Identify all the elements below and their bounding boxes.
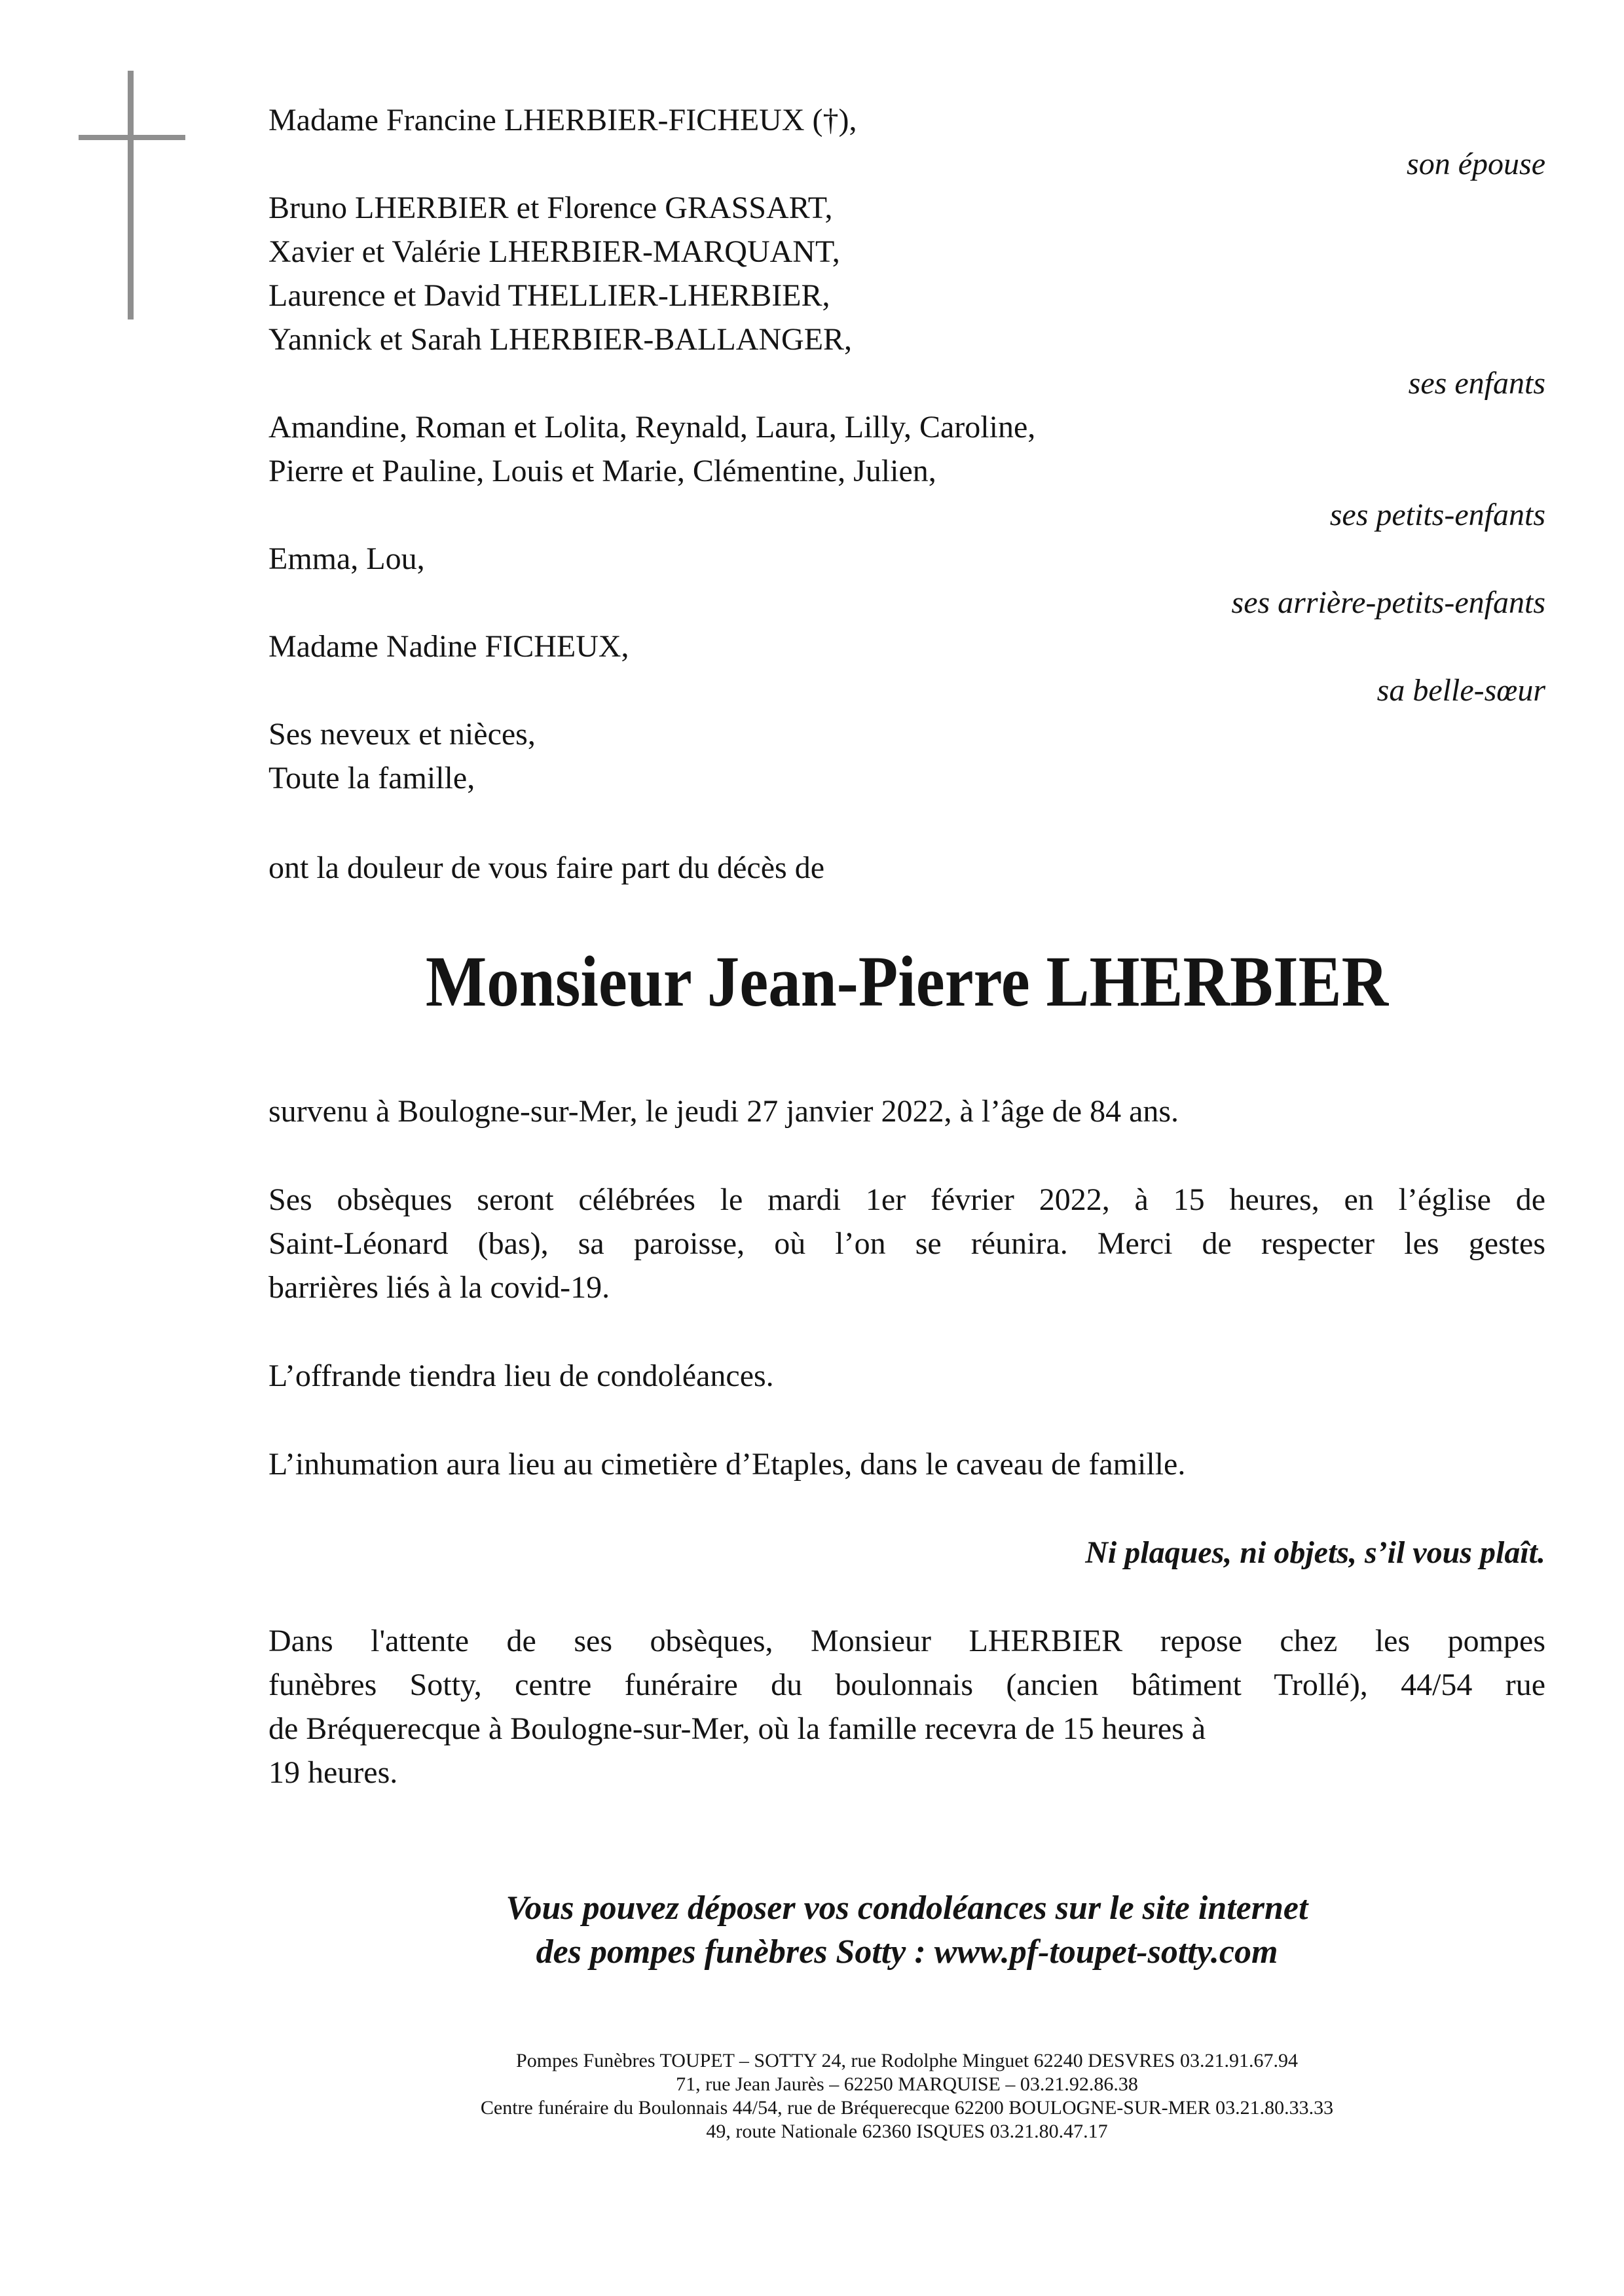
cross-vertical-bar bbox=[128, 71, 134, 319]
burial-line: L’inhumation aura lieu au cimetière d’Etaples, dans le caveau de famille. bbox=[268, 1447, 1186, 1482]
relationship-label: ses enfants bbox=[1408, 366, 1545, 401]
funeral-home-address-line: Centre funéraire du Boulonnais 44/54, rue de Bréquerecque 62200 BOULOGNE-SUR-MER 03.21.80.33.33 bbox=[480, 2097, 1334, 2119]
relationship-label: sa belle-sœur bbox=[1376, 673, 1545, 708]
funeral-home-footer bbox=[268, 2049, 1545, 2143]
funeral-home-address-line: 71, rue Jean Jaurès – 62250 MARQUISE – 03.21.92.86.38 bbox=[676, 2073, 1138, 2095]
relationship-label: son épouse bbox=[1407, 147, 1545, 181]
deceased-name: Monsieur Jean-Pierre LHERBIER bbox=[425, 941, 1389, 1021]
cross-horizontal-bar bbox=[79, 135, 185, 140]
relative-line: Laurence et David THELLIER-LHERBIER, bbox=[268, 278, 830, 313]
repose-line: funèbres Sotty, centre funéraire du boulonnais (ancien bâtiment Trollé), 44/54 rue bbox=[268, 1667, 1545, 1702]
ceremony-line: Ses obsèques seront célébrées le mardi 1er février 2022, à 15 heures, en l’église de bbox=[268, 1182, 1545, 1217]
ceremony-line: Saint-Léonard (bas), sa paroisse, où l’on se réunira. Merci de respecter les gestes bbox=[268, 1226, 1545, 1261]
funeral-home-address-line: 49, route Nationale 62360 ISQUES 03.21.80.47.17 bbox=[706, 2121, 1108, 2142]
online-condolences-line: des pompes funèbres Sotty : www.pf-toupet-sotty.com bbox=[536, 1933, 1278, 1971]
relative-line: Yannick et Sarah LHERBIER-BALLANGER, bbox=[268, 322, 853, 357]
repose-line: 19 heures. bbox=[268, 1755, 398, 1790]
no-plaques-notice: Ni plaques, ni objets, s’il vous plaît. bbox=[1085, 1535, 1545, 1570]
relative-line: Xavier et Valérie LHERBIER-MARQUANT, bbox=[268, 234, 840, 269]
relative-line: Bruno LHERBIER et Florence GRASSART, bbox=[268, 191, 833, 225]
ceremony-paragraph bbox=[268, 1178, 1545, 1309]
relative-line: Madame Nadine FICHEUX, bbox=[268, 629, 629, 664]
relationship-label: ses petits-enfants bbox=[1329, 498, 1545, 532]
relative-line: Ses neveux et nièces, bbox=[268, 717, 536, 752]
ceremony-line: barrières liés à la covid-19. bbox=[268, 1270, 610, 1305]
intro-line: ont la douleur de vous faire part du décès de bbox=[268, 850, 825, 885]
relationship-label: ses arrière-petits-enfants bbox=[1231, 585, 1545, 620]
death-details: survenu à Boulogne-sur-Mer, le jeudi 27 janvier 2022, à l’âge de 84 ans. bbox=[268, 1094, 1179, 1129]
relative-line: Pierre et Pauline, Louis et Marie, Clémentine, Julien, bbox=[268, 454, 936, 488]
funeral-home-address-line: Pompes Funèbres TOUPET – SOTTY 24, rue Rodolphe Minguet 62240 DESVRES 03.21.91.67.94 bbox=[516, 2050, 1298, 2071]
offering-line: L’offrande tiendra lieu de condoléances. bbox=[268, 1358, 774, 1393]
relative-line: Emma, Lou, bbox=[268, 541, 425, 576]
relative-line: Amandine, Roman et Lolita, Reynald, Laura, Lilly, Caroline, bbox=[268, 410, 1036, 445]
relative-line: Toute la famille, bbox=[268, 761, 475, 795]
online-condolences-line: Vous pouvez déposer vos condoléances sur le site internet bbox=[506, 1889, 1308, 1927]
repose-line: Dans l'attente de ses obsèques, Monsieur LHERBIER repose chez les pompes bbox=[268, 1624, 1545, 1658]
relative-line: Madame Francine LHERBIER-FICHEUX (†), bbox=[268, 103, 857, 137]
repose-paragraph bbox=[268, 1619, 1545, 1795]
online-condolences-block bbox=[268, 1886, 1545, 1974]
repose-line: de Bréquerecque à Boulogne-sur-Mer, où la famille recevra de 15 heures à bbox=[268, 1711, 1206, 1746]
